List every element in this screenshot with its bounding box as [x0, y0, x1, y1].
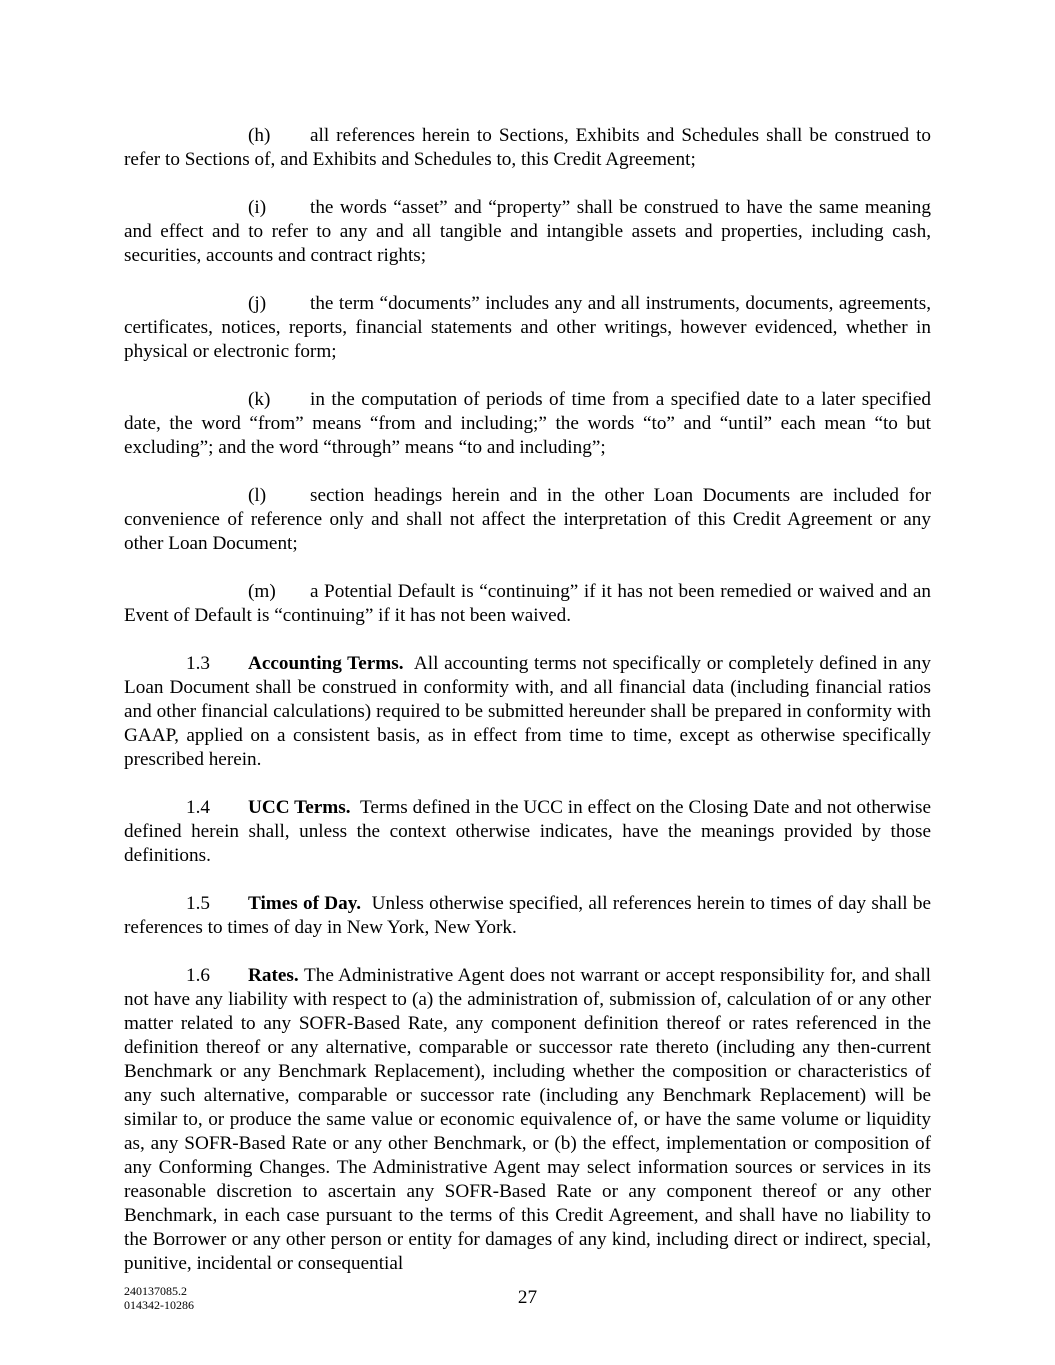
item-marker: (m)	[248, 581, 276, 602]
item-text: the words “asset” and “property” shall be construed to have the same meaning and effect and to refer to any and all tangible and intangible assets and properties, including cash, securities, accounts and contract rights;	[124, 197, 931, 266]
section-heading: UCC Terms.	[248, 797, 351, 818]
section-text: Unless otherwise specified, all references herein to times of day shall be references to times of day in New York, New York.	[124, 893, 932, 938]
item-text: a Potential Default is “continuing” if it has not been remedied or waived and an Event of Default is “continuing” if it has not been waived.	[124, 581, 931, 626]
list-item-k	[124, 388, 931, 460]
section-1-4	[124, 796, 931, 868]
list-item-h	[124, 124, 931, 172]
section-heading: Times of Day.	[248, 893, 362, 914]
item-marker: (l)	[248, 485, 267, 506]
section-1-3	[124, 652, 931, 772]
item-text: in the computation of periods of time from a specified date to a later specified date, the word “from” means “from and including;” the words “to” and “until” each mean “to but excluding”; and the word “through” means “to and including”;	[124, 389, 931, 458]
list-item-j	[124, 292, 931, 364]
section-1-6	[124, 964, 931, 1276]
item-text: the term “documents” includes any and all instruments, documents, agreements, certificates, notices, reports, financial statements and other writings, however evidenced, whether in physical or electronic form;	[124, 293, 931, 362]
document-page	[124, 124, 931, 1300]
section-text: All accounting terms not specifically or completely defined in any Loan Document shall be construed in conformity with, and all financial data (including financial ratios and other financial calculations) required to be submitted hereunder shall be prepared in conformity with GAAP, applied on a consistent basis, as in effect from time to time, except as otherwise specifically prescribed herein.	[124, 653, 931, 770]
section-text: Terms defined in the UCC in effect on the Closing Date and not otherwise defined herein shall, unless the context otherwise indicates, have the meanings provided by those definitions.	[124, 797, 931, 866]
section-number: 1.4	[186, 797, 210, 818]
section-text: The Administrative Agent does not warrant or accept responsibility for, and shall not have any liability with respect to (a) the administration of, submission of, calculation of or any other matter related to any SOFR-Based Rate, any component definition thereof or rates referenced in the definition thereof or any alternative, comparable or successor rate thereto (including any then-current Benchmark or any Benchmark Replacement), including whether the composition or characteristics of any such alternative, comparable or successor rate (including any Benchmark Replacement) will be similar to, or produce the same value or economic equivalence of, or have the same volume or liquidity as, any SOFR-Based Rate or any other Benchmark, or (b) the effect, implementation or composition of any Conforming Changes. The Administrative Agent may select information sources or services in its reasonable discretion to ascertain any SOFR-Based Rate or any component thereof or any other Benchmark, in each case pursuant to the terms of this Credit Agreement, and shall have no liability to the Borrower or any other person or entity for damages of any kind, including direct or indirect, special, punitive, incidental or consequential	[124, 965, 931, 1274]
item-text: section headings herein and in the other Loan Documents are included for convenience of reference only and shall not affect the interpretation of this Credit Agreement or any other Loan Document;	[124, 485, 931, 554]
item-marker: (j)	[248, 293, 267, 314]
page-number: 27	[517, 1287, 538, 1308]
section-1-5	[124, 892, 931, 940]
section-number: 1.6	[186, 965, 210, 986]
document-id-line-1: 240137085.2	[124, 1284, 187, 1298]
list-item-l	[124, 484, 931, 556]
item-marker: (i)	[248, 197, 267, 218]
section-heading: Rates.	[248, 965, 299, 986]
section-number: 1.5	[186, 893, 210, 914]
list-item-m	[124, 580, 931, 628]
section-number: 1.3	[186, 653, 210, 674]
document-id-line-2: 014342-10286	[124, 1298, 194, 1312]
section-heading: Accounting Terms.	[248, 653, 404, 674]
item-marker: (h)	[248, 125, 271, 146]
item-marker: (k)	[248, 389, 271, 410]
list-item-i	[124, 196, 931, 268]
item-text: all references herein to Sections, Exhibits and Schedules shall be construed to refer to Sections of, and Exhibits and Schedules to, this Credit Agreement;	[124, 125, 931, 170]
